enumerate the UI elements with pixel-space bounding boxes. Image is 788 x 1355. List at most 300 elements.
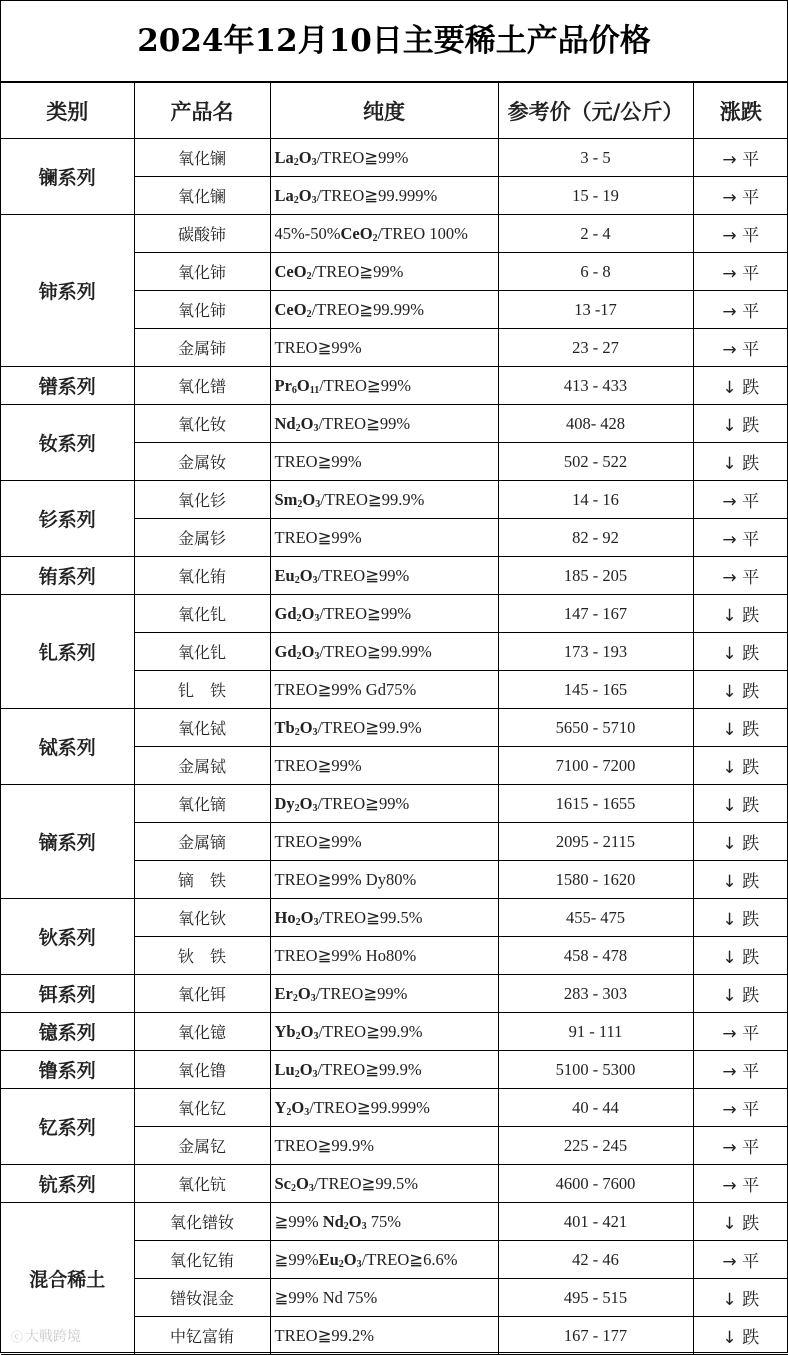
product-name-cell: 镝 铁 <box>134 861 270 899</box>
purity-formula <box>275 1022 319 1041</box>
purity-cell <box>270 899 498 937</box>
purity-text: /TREO≧99.999% <box>309 1097 430 1117</box>
purity-formula <box>275 908 319 927</box>
formula-element: Lu <box>274 1059 295 1079</box>
formula-element: O <box>343 1249 357 1269</box>
formula-subscript: 2 <box>294 802 300 814</box>
formula-subscript: 3 <box>312 574 318 586</box>
formula-subscript: 3 <box>312 726 318 738</box>
purity-text: /TREO≧99.9% <box>320 489 425 509</box>
purity-text: TREO≧99% Gd75% <box>274 679 417 699</box>
purity-text: /TREO≧99% <box>316 147 409 167</box>
purity-formula <box>275 604 320 623</box>
purity-formula <box>275 794 318 813</box>
price-cell: 13 -17 <box>498 291 693 329</box>
product-name-cell: 氧化钐 <box>134 481 270 519</box>
product-name-cell: 钆 铁 <box>134 671 270 709</box>
price-table <box>1 82 788 1355</box>
formula-element: Er <box>274 983 293 1003</box>
formula-element: O <box>299 565 313 585</box>
product-name-cell: 氧化钇 <box>134 1089 270 1127</box>
purity-cell <box>270 861 498 899</box>
category-cell: 铒系列 <box>1 975 134 1013</box>
formula-element: Gd <box>274 603 297 623</box>
purity-formula <box>275 414 319 433</box>
trend-cell: ↓ 跌 <box>693 595 788 633</box>
formula-subscript: 2 <box>292 992 298 1004</box>
header-purity: 纯度 <box>270 83 498 139</box>
table-row <box>1 975 788 1013</box>
price-cell: 4600 - 7600 <box>498 1165 693 1203</box>
purity-text: /TREO≧99.99% <box>311 299 424 319</box>
formula-subscript: 3 <box>313 916 319 928</box>
purity-text: TREO≧99% <box>274 337 362 357</box>
table-row <box>1 481 788 519</box>
purity-cell <box>270 633 498 671</box>
purity-text: /TREO≧99.9% <box>318 1021 423 1041</box>
formula-subscript: 2 <box>338 1258 344 1270</box>
table-row <box>1 595 788 633</box>
formula-subscript: 3 <box>356 1258 362 1270</box>
price-cell: 502 - 522 <box>498 443 693 481</box>
table-row <box>1 1051 788 1089</box>
formula-subscript: 2 <box>296 612 302 624</box>
trend-cell: ↓ 跌 <box>693 899 788 937</box>
purity-cell <box>270 405 498 443</box>
formula-subscript: 6 <box>291 384 297 396</box>
category-cell: 混合稀土 <box>1 1203 134 1355</box>
product-name-cell: 氧化镝 <box>134 785 270 823</box>
price-cell: 408- 428 <box>498 405 693 443</box>
formula-element: O <box>299 717 313 737</box>
product-name-cell: 金属钇 <box>134 1127 270 1165</box>
trend-cell: ↓ 跌 <box>693 405 788 443</box>
purity-formula <box>275 186 317 205</box>
purity-cell <box>270 1089 498 1127</box>
formula-subscript: 2 <box>295 1030 301 1042</box>
formula-element: Y <box>274 1097 287 1117</box>
product-name-cell: 钬 铁 <box>134 937 270 975</box>
formula-subscript: 3 <box>310 992 316 1004</box>
formula-subscript: 3 <box>313 422 319 434</box>
purity-cell <box>270 1317 498 1355</box>
formula-subscript: 2 <box>372 232 378 244</box>
table-row <box>1 1203 788 1241</box>
product-name-cell: 氧化镧 <box>134 177 270 215</box>
formula-element: O <box>300 907 314 927</box>
trend-cell: → 平 <box>693 177 788 215</box>
formula-subscript: 2 <box>294 574 300 586</box>
purity-cell <box>270 1051 498 1089</box>
purity-text: /TREO≧99.5% <box>318 907 423 927</box>
product-name-cell: 氧化镱 <box>134 1013 270 1051</box>
price-cell: 413 - 433 <box>498 367 693 405</box>
category-cell: 钕系列 <box>1 405 134 481</box>
product-name-cell: 氧化钇铕 <box>134 1241 270 1279</box>
price-cell: 147 - 167 <box>498 595 693 633</box>
trend-cell: ↓ 跌 <box>693 671 788 709</box>
formula-element: CeO <box>340 223 373 243</box>
category-cell: 铈系列 <box>1 215 134 367</box>
formula-element: Gd <box>274 641 297 661</box>
price-cell: 40 - 44 <box>498 1089 693 1127</box>
header-trend: 涨跌 <box>693 83 788 139</box>
purity-formula <box>275 262 312 281</box>
trend-cell: → 平 <box>693 1089 788 1127</box>
purity-cell <box>270 215 498 253</box>
price-cell: 173 - 193 <box>498 633 693 671</box>
purity-formula <box>275 1098 310 1117</box>
price-cell: 185 - 205 <box>498 557 693 595</box>
trend-cell: → 平 <box>693 215 788 253</box>
trend-cell: → 平 <box>693 1013 788 1051</box>
purity-text: /TREO≧99% <box>319 603 412 623</box>
category-cell: 镨系列 <box>1 367 134 405</box>
formula-element: O <box>301 603 315 623</box>
purity-cell <box>270 139 498 177</box>
price-cell: 15 - 19 <box>498 177 693 215</box>
header-row <box>1 83 788 139</box>
trend-cell: ↓ 跌 <box>693 937 788 975</box>
formula-subscript: 3 <box>308 1182 314 1194</box>
formula-subscript: 2 <box>306 308 312 320</box>
trend-cell: ↓ 跌 <box>693 1203 788 1241</box>
formula-element: O <box>296 375 310 395</box>
table-row <box>1 1089 788 1127</box>
formula-element: Ho <box>274 907 296 927</box>
product-name-cell: 金属钐 <box>134 519 270 557</box>
formula-element: CeO <box>274 299 307 319</box>
table-row <box>1 899 788 937</box>
formula-subscript: 3 <box>304 1106 310 1118</box>
formula-element: O <box>299 1059 313 1079</box>
product-name-cell: 氧化铒 <box>134 975 270 1013</box>
trend-cell: ↓ 跌 <box>693 709 788 747</box>
price-cell: 5100 - 5300 <box>498 1051 693 1089</box>
purity-formula <box>275 300 312 319</box>
formula-subscript: 3 <box>314 650 320 662</box>
purity-formula <box>275 1060 318 1079</box>
formula-subscript: 3 <box>313 1030 319 1042</box>
product-name-cell: 氧化钪 <box>134 1165 270 1203</box>
price-cell: 167 - 177 <box>498 1317 693 1355</box>
trend-cell: ↓ 跌 <box>693 823 788 861</box>
category-cell: 镝系列 <box>1 785 134 899</box>
product-name-cell: 氧化铽 <box>134 709 270 747</box>
trend-cell: → 平 <box>693 1165 788 1203</box>
purity-cell <box>270 975 498 1013</box>
formula-subscript: 2 <box>294 1068 300 1080</box>
formula-subscript: 3 <box>311 156 317 168</box>
price-cell: 6 - 8 <box>498 253 693 291</box>
purity-formula <box>275 566 318 585</box>
formula-element: Yb <box>274 1021 296 1041</box>
formula-element: O <box>301 641 315 661</box>
purity-prefix: ≧99% <box>274 1211 323 1231</box>
formula-element: Tb <box>274 717 295 737</box>
product-name-cell: 氧化钬 <box>134 899 270 937</box>
purity-cell <box>270 747 498 785</box>
purity-text: /TREO≧99.5% <box>313 1173 418 1193</box>
purity-cell <box>270 937 498 975</box>
formula-element: O <box>298 147 312 167</box>
category-cell: 镥系列 <box>1 1051 134 1089</box>
table-row <box>1 785 788 823</box>
product-name-cell: 氧化镨 <box>134 367 270 405</box>
price-cell: 2095 - 2115 <box>498 823 693 861</box>
purity-text: /TREO≧99% <box>318 413 411 433</box>
purity-text: TREO≧99% Dy80% <box>274 869 417 889</box>
trend-cell: → 平 <box>693 1241 788 1279</box>
product-name-cell: 金属镝 <box>134 823 270 861</box>
purity-prefix: 45%-50% <box>274 223 341 243</box>
price-cell: 495 - 515 <box>498 1279 693 1317</box>
category-cell: 铕系列 <box>1 557 134 595</box>
table-row <box>1 709 788 747</box>
price-cell: 3 - 5 <box>498 139 693 177</box>
purity-cell <box>270 1241 498 1279</box>
formula-element: O <box>297 983 311 1003</box>
table-row <box>1 1013 788 1051</box>
purity-formula <box>275 148 317 167</box>
formula-element: Eu <box>274 565 295 585</box>
purity-cell <box>270 709 498 747</box>
formula-element: Pr <box>274 375 292 395</box>
formula-subscript: 11 <box>309 384 320 396</box>
trend-cell: ↓ 跌 <box>693 443 788 481</box>
purity-cell <box>270 291 498 329</box>
product-name-cell: 金属铽 <box>134 747 270 785</box>
purity-cell <box>270 671 498 709</box>
trend-cell: ↓ 跌 <box>693 1279 788 1317</box>
purity-text: /TREO≧99% <box>319 375 411 395</box>
header-category: 类别 <box>1 83 134 139</box>
formula-element: O <box>300 1021 314 1041</box>
price-cell: 283 - 303 <box>498 975 693 1013</box>
trend-cell: → 平 <box>693 329 788 367</box>
purity-text: /TREO≧99.9% <box>317 1059 422 1079</box>
trend-cell: ↓ 跌 <box>693 975 788 1013</box>
formula-element: O <box>299 793 313 813</box>
formula-element: La <box>274 147 294 167</box>
purity-cell <box>270 1165 498 1203</box>
category-cell: 钬系列 <box>1 899 134 975</box>
trend-cell: → 平 <box>693 139 788 177</box>
category-cell: 钐系列 <box>1 481 134 557</box>
price-cell: 455- 475 <box>498 899 693 937</box>
purity-cell <box>270 1127 498 1165</box>
category-cell: 钆系列 <box>1 595 134 709</box>
purity-text: /TREO≧99.99% <box>319 641 432 661</box>
purity-formula <box>340 224 377 243</box>
purity-cell <box>270 595 498 633</box>
formula-subscript: 3 <box>314 612 320 624</box>
purity-text: TREO≧99% <box>274 451 362 471</box>
purity-text: /TREO≧99% <box>311 261 404 281</box>
price-cell: 401 - 421 <box>498 1203 693 1241</box>
product-name-cell: 氧化钕 <box>134 405 270 443</box>
price-cell: 1615 - 1655 <box>498 785 693 823</box>
purity-text: /TREO≧6.6% <box>361 1249 458 1269</box>
formula-element: O <box>296 1173 309 1193</box>
purity-cell <box>270 443 498 481</box>
purity-text: TREO≧99% <box>274 527 362 547</box>
trend-cell: ↓ 跌 <box>693 633 788 671</box>
purity-cell <box>270 253 498 291</box>
formula-subscript: 3 <box>312 802 318 814</box>
table-body <box>1 139 788 1355</box>
formula-element: O <box>298 185 312 205</box>
header-product: 产品名 <box>134 83 270 139</box>
formula-subscript: 2 <box>343 1220 349 1232</box>
purity-text: 75% <box>366 1211 402 1231</box>
purity-text: TREO≧99% <box>274 831 362 851</box>
table-row <box>1 139 788 177</box>
table-row <box>1 557 788 595</box>
formula-subscript: 2 <box>293 194 299 206</box>
purity-cell <box>270 823 498 861</box>
formula-subscript: 2 <box>293 156 299 168</box>
formula-subscript: 3 <box>361 1220 367 1232</box>
formula-element: Sm <box>274 489 298 509</box>
formula-element: La <box>274 185 294 205</box>
trend-cell: ↓ 跌 <box>693 861 788 899</box>
price-cell: 91 - 111 <box>498 1013 693 1051</box>
price-cell: 23 - 27 <box>498 329 693 367</box>
product-name-cell: 中钇富铕 <box>134 1317 270 1355</box>
formula-subscript: 2 <box>291 1182 296 1194</box>
page-title: 2024年12月10日主要稀土产品价格 <box>1 1 787 82</box>
category-cell: 镧系列 <box>1 139 134 215</box>
formula-subscript: 3 <box>312 1068 318 1080</box>
purity-cell <box>270 481 498 519</box>
purity-text: /TREO≧99% <box>317 565 410 585</box>
formula-element: Nd <box>274 413 296 433</box>
price-cell: 42 - 46 <box>498 1241 693 1279</box>
product-name-cell: 碳酸铈 <box>134 215 270 253</box>
table-row <box>1 1165 788 1203</box>
purity-text: TREO≧99.9% <box>274 1135 375 1155</box>
table-row <box>1 405 788 443</box>
table-row <box>1 215 788 253</box>
category-cell: 钇系列 <box>1 1089 134 1165</box>
purity-text: ≧99% Nd 75% <box>274 1287 378 1307</box>
purity-cell <box>270 1013 498 1051</box>
purity-formula <box>275 718 318 737</box>
formula-subscript: 3 <box>315 498 321 510</box>
purity-text: TREO≧99% Ho80% <box>274 945 417 965</box>
purity-cell <box>270 519 498 557</box>
product-name-cell: 氧化镥 <box>134 1051 270 1089</box>
formula-subscript: 3 <box>311 194 317 206</box>
formula-subscript: 2 <box>297 498 303 510</box>
price-cell: 7100 - 7200 <box>498 747 693 785</box>
product-name-cell: 金属钕 <box>134 443 270 481</box>
formula-subscript: 2 <box>294 726 300 738</box>
trend-cell: ↓ 跌 <box>693 785 788 823</box>
formula-element: O <box>348 1211 362 1231</box>
trend-cell: → 平 <box>693 481 788 519</box>
purity-text: /TREO≧99.9% <box>317 717 422 737</box>
price-cell: 82 - 92 <box>498 519 693 557</box>
formula-element: CeO <box>274 261 307 281</box>
trend-cell: → 平 <box>693 1051 788 1089</box>
formula-subscript: 2 <box>306 270 312 282</box>
purity-formula <box>275 490 321 509</box>
purity-cell <box>270 177 498 215</box>
price-cell: 145 - 165 <box>498 671 693 709</box>
purity-text: TREO≧99% <box>274 755 362 775</box>
price-cell: 5650 - 5710 <box>498 709 693 747</box>
product-name-cell: 氧化铕 <box>134 557 270 595</box>
purity-text: /TREO≧99.999% <box>316 185 438 205</box>
trend-cell: ↓ 跌 <box>693 747 788 785</box>
price-cell: 225 - 245 <box>498 1127 693 1165</box>
category-cell: 钪系列 <box>1 1165 134 1203</box>
watermark-logo-icon: ⓒ <box>11 1330 24 1344</box>
purity-cell <box>270 785 498 823</box>
product-name-cell: 氧化铈 <box>134 291 270 329</box>
purity-formula <box>275 1174 314 1193</box>
price-cell: 2 - 4 <box>498 215 693 253</box>
trend-cell: → 平 <box>693 1127 788 1165</box>
formula-element: Nd <box>322 1211 344 1231</box>
product-name-cell: 氧化钆 <box>134 633 270 671</box>
purity-prefix: ≧99% <box>274 1249 319 1269</box>
trend-cell: ↓ 跌 <box>693 1317 788 1355</box>
formula-element: Eu <box>318 1249 339 1269</box>
formula-subscript: 2 <box>295 422 301 434</box>
purity-formula <box>275 642 320 661</box>
purity-cell <box>270 557 498 595</box>
price-cell: 1580 - 1620 <box>498 861 693 899</box>
product-name-cell: 氧化铈 <box>134 253 270 291</box>
trend-cell: → 平 <box>693 291 788 329</box>
purity-text: /TREO≧99% <box>317 793 410 813</box>
purity-formula <box>275 376 320 395</box>
product-name-cell: 氧化钆 <box>134 595 270 633</box>
category-cell: 镱系列 <box>1 1013 134 1051</box>
purity-formula <box>275 984 316 1003</box>
purity-cell <box>270 1203 498 1241</box>
purity-text: /TREO 100% <box>377 223 468 243</box>
formula-subscript: 2 <box>296 650 302 662</box>
formula-element: Dy <box>274 793 295 813</box>
formula-element: O <box>300 413 314 433</box>
product-name-cell: 镨钕混金 <box>134 1279 270 1317</box>
category-cell: 铽系列 <box>1 709 134 785</box>
purity-text: /TREO≧99% <box>315 983 408 1003</box>
table-row <box>1 367 788 405</box>
formula-subscript: 2 <box>286 1106 292 1118</box>
watermark <box>11 1326 81 1346</box>
price-cell: 14 - 16 <box>498 481 693 519</box>
purity-cell <box>270 329 498 367</box>
purity-text: TREO≧99.2% <box>274 1325 375 1345</box>
formula-element: Sc <box>274 1173 291 1193</box>
product-name-cell: 氧化镧 <box>134 139 270 177</box>
trend-cell: → 平 <box>693 557 788 595</box>
formula-element: O <box>291 1097 305 1117</box>
price-cell: 458 - 478 <box>498 937 693 975</box>
formula-element: O <box>302 489 316 509</box>
trend-cell: ↓ 跌 <box>693 367 788 405</box>
formula-subscript: 2 <box>295 916 301 928</box>
trend-cell: → 平 <box>693 253 788 291</box>
purity-formula <box>323 1212 367 1231</box>
product-name-cell: 氧化镨钕 <box>134 1203 270 1241</box>
product-name-cell: 金属铈 <box>134 329 270 367</box>
